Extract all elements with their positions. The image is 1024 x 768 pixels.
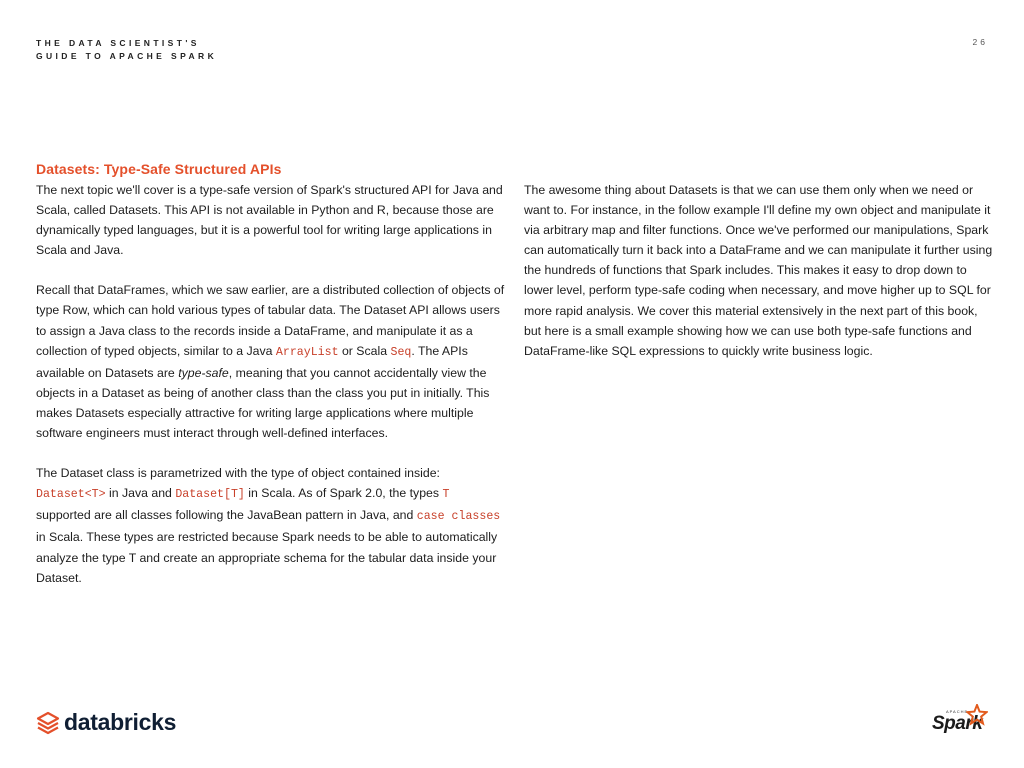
right-column: [524, 180, 994, 381]
text-run: in Scala. As of Spark 2.0, the types: [244, 486, 443, 501]
paragraph-intro: The next topic we'll cover is a type-safe version of Spark's structured API for Java and Scala, called Datasets. This API is not available in Python and R, because those are dynamically typed languages, but it is a powerful tool for writing large applications in Scala and Java.: [36, 183, 503, 258]
text-run: in Java and: [105, 486, 176, 501]
document-header: [36, 37, 217, 63]
apache-word: APACHE: [946, 709, 969, 714]
code-type-t: T: [442, 488, 450, 502]
paragraph-dataset-class: [36, 463, 506, 588]
text-run: in Scala. These types are restricted because Spark needs to be able to automatically analyze the type T and create an appropriate schema for the tabular data inside your Dataset.: [36, 530, 498, 585]
text-run: Recall that DataFrames, which we saw earlier, are a distributed collection of objects of type Row, which can hold various types of tabular data. The Dataset API allows users to assign a Java class to the records inside a DataFrame, and manipulate it as a collection of typed objects, similar to a Java: [36, 283, 505, 358]
text-run: The Dataset class is parametrized with the type of object contained inside:: [36, 466, 440, 481]
brand-name: databricks: [64, 709, 177, 735]
paragraph-awesome-datasets: The awesome thing about Datasets is that we can use them only when we need or want to. For instance, in the follow example I'll define my own object and manipulate it via arbitrary map and filter functions. Once we've performed our manipulations, Spark can automatically turn it back into a DataFrame and we can manipulate it further using the hundreds of functions that Spark includes. This makes it easy to drop down to lower level, perform type-safe coding when necessary, and move higher up to SQL for more rapid analysis. We cover this material extensively in the next part of this book, but here is a small example showing how we can use both type-safe functions and DataFrame-like SQL expressions to quickly write business logic.: [524, 183, 993, 358]
apache-spark-logo: [932, 704, 988, 740]
emphasis-type-safe: type-safe: [178, 365, 229, 380]
text-run: or Scala: [338, 343, 391, 358]
text-run: . The APIs available on Datasets are: [36, 343, 468, 380]
header-title-line1: THE DATA SCIENTIST'S: [36, 38, 200, 48]
code-dataset-java: Dataset<T>: [36, 488, 106, 502]
code-arraylist: ArrayList: [275, 345, 339, 359]
header-title-line2: GUIDE TO APACHE SPARK: [36, 51, 218, 61]
spark-star-icon: [966, 704, 988, 726]
text-run: supported are all classes following the JavaBean pattern in Java, and: [36, 508, 417, 523]
text-run: , meaning that you cannot accidentally view the objects in a Dataset as being of another class than the class you put in initially. This makes Datasets especially attractive for writing large applications where multiple software engineers must interact through well-defined interfaces.: [36, 365, 490, 441]
code-dataset-scala: Dataset[T]: [175, 488, 245, 502]
code-seq: Seq: [390, 345, 412, 359]
databricks-logo: [36, 709, 176, 736]
code-case-classes: case classes: [416, 510, 501, 524]
left-column: [36, 180, 506, 608]
section-heading: Datasets: Type-Safe Structured APIs: [36, 161, 282, 177]
databricks-stack-icon: [36, 711, 60, 735]
paragraph-dataframes-recall: [36, 280, 506, 443]
spark-word: Spark: [932, 713, 983, 734]
page-number: 26: [972, 37, 988, 47]
